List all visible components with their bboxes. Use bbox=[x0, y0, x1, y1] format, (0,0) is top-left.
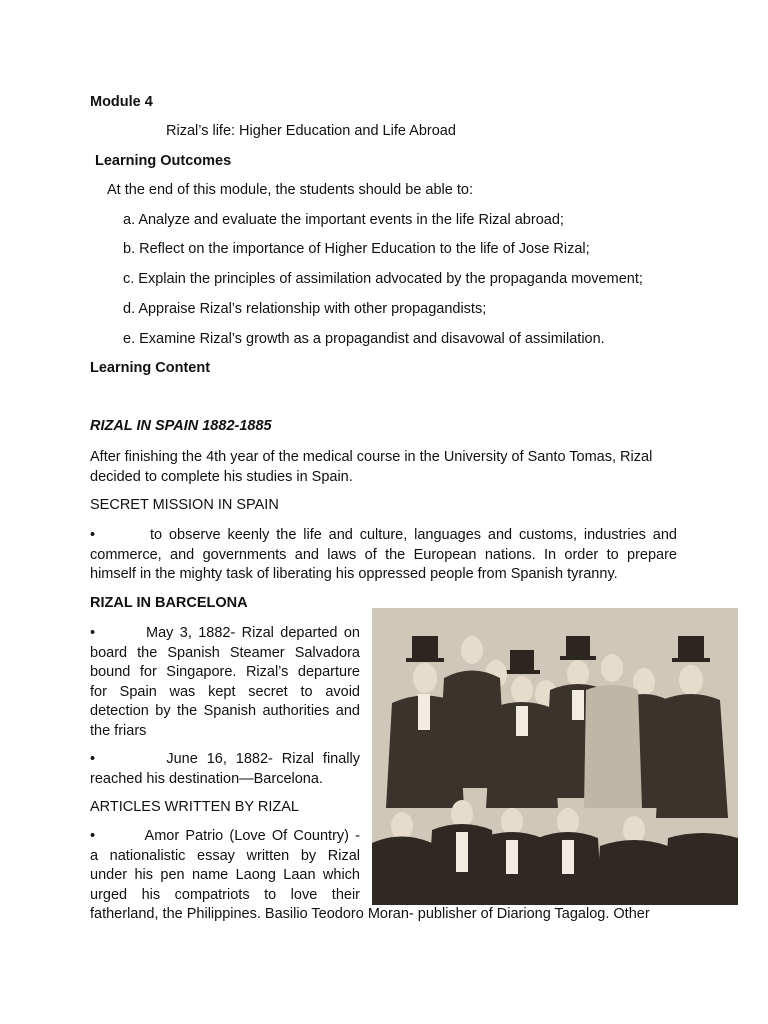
content-heading: Learning Content bbox=[90, 360, 211, 376]
may-line: the friars bbox=[90, 722, 147, 739]
barcelona-heading: RIZAL IN BARCELONA bbox=[90, 595, 248, 611]
amor-line: urged his compatriots to love their bbox=[90, 886, 360, 903]
amor-paragraph bbox=[90, 827, 360, 905]
mission-line: himself in the mighty task of liberating his oppressed people from Spanish tyranny. bbox=[90, 566, 618, 582]
intro-paragraph bbox=[90, 448, 677, 487]
may-paragraph bbox=[90, 624, 360, 741]
outcome-item-e: e. Examine Rizal’s growth as a propagandist and disavowal of assimilation. bbox=[123, 331, 605, 347]
may-line: bound for Singapore. Rizal’s departure bbox=[90, 664, 360, 680]
articles-heading: ARTICLES WRITTEN BY RIZAL bbox=[90, 799, 299, 815]
june-paragraph bbox=[90, 750, 360, 789]
mission-line: • to observe keenly the life and culture, languages and customs, industries and bbox=[90, 527, 677, 543]
outcome-item-d: d. Appraise Rizal’s relationship with other propagandists; bbox=[123, 301, 487, 317]
amor-line: a nationalistic essay written by Rizal bbox=[90, 847, 360, 864]
outcomes-heading: Learning Outcomes bbox=[95, 153, 232, 169]
may-line: board the Spanish Steamer Salvadora bbox=[90, 644, 360, 661]
amor-last-line: fatherland, the Philippines. Basilio Teodoro Moran- publisher of Diariong Tagalog. Other bbox=[90, 906, 650, 922]
mission-line: commerce, and governments and laws of the European nations. In order to prepare bbox=[90, 546, 677, 563]
outcomes-intro: At the end of this module, the students should be able to: bbox=[107, 182, 473, 198]
intro-line: After finishing the 4th year of the medical course in the University of Santo Tomas, Rizal bbox=[90, 449, 653, 465]
mission-paragraph bbox=[90, 526, 677, 585]
may-line: for Spain was kept secret to avoid bbox=[90, 683, 360, 700]
module-title: Rizal’s life: Higher Education and Life Abroad bbox=[166, 123, 456, 139]
mission-heading: SECRET MISSION IN SPAIN bbox=[90, 497, 279, 513]
module-label: Module 4 bbox=[90, 94, 153, 110]
amor-line: under his pen name Laong Laan which bbox=[90, 867, 360, 883]
amor-line: • Amor Patrio (Love Of Country) - bbox=[90, 828, 360, 844]
intro-line: decided to complete his studies in Spain. bbox=[90, 468, 353, 485]
june-line: reached his destination—Barcelona. bbox=[90, 770, 323, 787]
june-line: • June 16, 1882- Rizal finally bbox=[90, 751, 360, 767]
group-photo-illustration bbox=[372, 608, 738, 905]
outcome-item-a: a. Analyze and evaluate the important events in the life Rizal abroad; bbox=[123, 212, 564, 228]
may-line: • May 3, 1882- Rizal departed on bbox=[90, 625, 360, 641]
outcome-item-c: c. Explain the principles of assimilation advocated by the propaganda movement; bbox=[123, 271, 643, 287]
may-line: detection by the Spanish authorities and bbox=[90, 703, 360, 719]
outcome-item-b: b. Reflect on the importance of Higher Education to the life of Jose Rizal; bbox=[123, 241, 590, 257]
group-photo bbox=[372, 608, 738, 905]
spain-heading: RIZAL IN SPAIN 1882-1885 bbox=[90, 418, 272, 434]
